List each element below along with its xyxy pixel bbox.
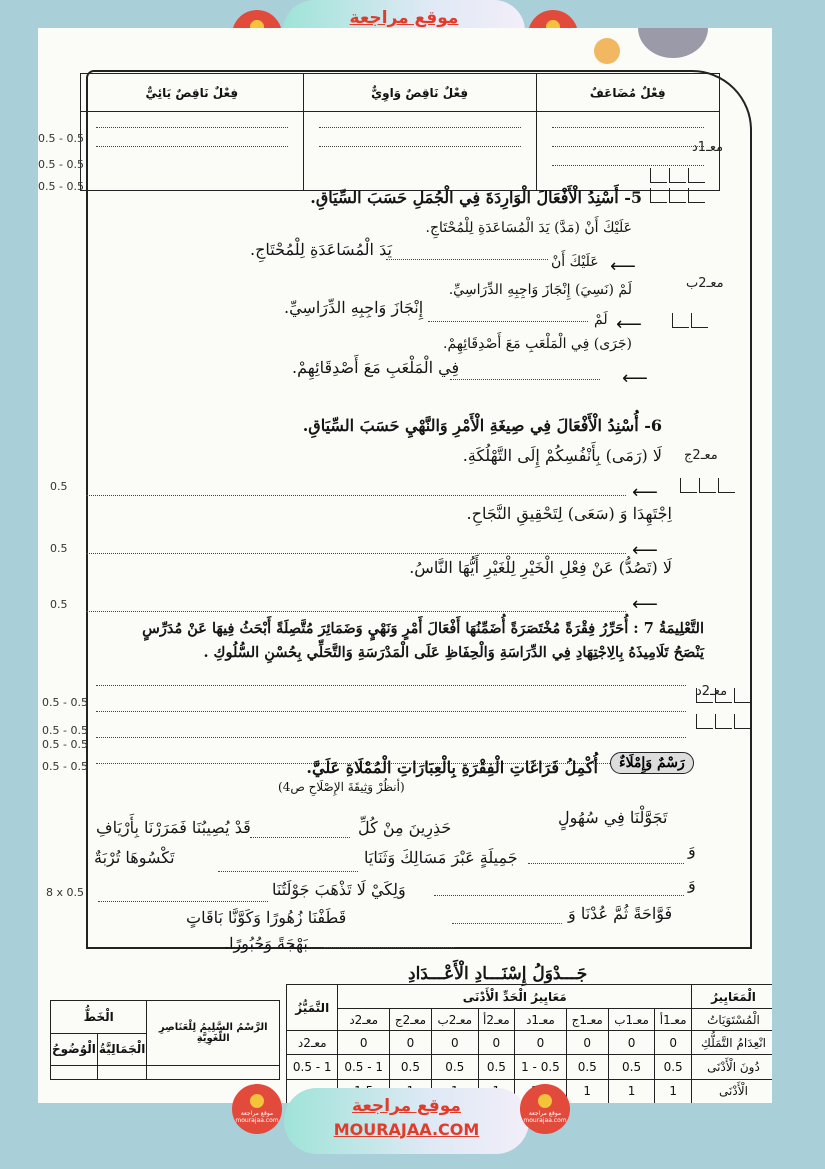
logo-badge: موقع مراجعة mourajaa.com [232,1084,282,1134]
verb-type-table [80,73,720,191]
table-cell: 0.5 [655,1055,692,1079]
grade-table [286,984,772,1103]
table-cell: 0.5 - 1 [287,1055,338,1079]
answer-blank[interactable] [96,736,686,738]
table-cell: 0.5 [389,1055,431,1079]
table-cell: 0.5 - 1 [338,1055,389,1079]
score-value: 0.5 [50,480,68,493]
table-cell: 1 [608,1079,655,1103]
exam-page [38,28,772,1103]
answer-blank[interactable] [86,552,626,554]
table-cell: 0 [478,1031,515,1055]
table-cell: 0 [608,1031,655,1055]
table-header: فِعْلٌ نَاقِصٌ وَاوِيٌّ [303,74,536,112]
score-boxes[interactable] [696,714,753,729]
answer-blank[interactable] [428,320,588,322]
score-value: 8 x 0.5 [46,886,84,899]
answer-blank[interactable] [450,378,600,380]
section-tag: رَسْمٌ وَإِمْلَاءٌ [610,752,694,774]
sentence: لَا (تَصُدُّ) عَنْ فِعْلِ الْخَيْرِ لِلْغَيْرِ أَيُّهَا النَّاسُ. [409,558,672,577]
sentence: لَا (رَمَى) بِأَنْفُسِكُمْ إِلَى التَّهْلُكَةِ. [462,446,662,465]
answer-blank[interactable] [86,610,626,612]
logo-icon [250,1094,264,1108]
table-cell: 0 [338,1031,389,1055]
dictation-blank[interactable] [218,870,358,872]
excellence-header: التَّمَيُّزُ [287,985,338,1031]
site-name-ar[interactable]: موقع مراجعة [352,1096,461,1116]
sentence: اِجْتَهِدَا وَ (سَعَى) لِتَحْقِيقِ النَّجَاحِ. [466,504,672,523]
arrow-left-icon: ⟵ [632,482,658,503]
arrow-left-icon: ⟵ [616,314,642,335]
table-cell: معـ2د [287,1031,338,1055]
dictation-text: قَطَفْنَا زُهُورًا وَكَوَّنَّا بَاقَاتٍ [186,908,347,927]
minimum-header: مَعَايِيرُ الْحَدِّ الْأَدْنَى [338,985,692,1009]
question-6-title: 6- أُسْنِدُ الْأَفْعَالَ فِي صِيغَةِ الْأَمْرِ وَالنَّهْيِ حَسَبَ السِّيَاقِ. [302,416,662,435]
dictation-text: تَجَوَّلْنَا فِي سُهُولٍ [558,808,668,827]
table-cell: 0 [389,1031,431,1055]
question-7-title: التَّعْلِيمَةُ 7 : أُحَرِّرُ فِقْرَةً مُخْتَصَرَةً أُضَمِّنُهَا أَفْعَالَ أَمْرٍ وَنَهْيٍ وَضَمَائِرَ مُتَّصِلَةً أَبْحَثُ فِيهَا عَنْ مُدَرِّسٍ [142,620,704,637]
col-header: معـ1ج [566,1009,608,1031]
dictation-blank[interactable] [528,862,684,864]
row-label: دُونَ الْأَدْنَى [691,1055,772,1079]
col-header: معـ1أ [655,1009,692,1031]
dictation-text: جَمِيلَةٍ عَبْرَ مَسَالِكَ وَثَنَايَا [364,848,518,867]
site-name-en[interactable]: MOURAJAA.COM [333,1120,480,1139]
score-value: 0.5 [50,598,68,611]
table-header: الْجَمَالِيَّةُ [97,1033,147,1066]
dictation-text: حَذِرِينَ مِنْ كُلِّ [358,818,452,837]
criterion-label: معـ1د [692,140,724,155]
answer-end: يَدَ الْمُسَاعَدَةِ لِلْمُحْتَاجِ. [250,240,392,259]
table-cell: 0.5 [478,1055,515,1079]
answer-blank[interactable] [96,684,686,686]
criterion-label: معـ2ج [684,448,718,463]
sentence: عَلَيْكَ أَنْ (مَدَّ) يَدَ الْمُسَاعَدَةِ لِلْمُحْتَاجِ. [425,220,632,236]
table-cell: 0 [432,1031,479,1055]
sentence: (جَرَى) فِي الْمَلْعَبِ مَعَ أَصْدِقَائِهِمْ. [443,336,632,352]
handwriting-table [50,1000,280,1080]
decoration-dot [594,38,620,64]
table-cell: 0 [655,1031,692,1055]
arrow-left-icon: ⟵ [610,256,636,277]
grade-table-title: جَـــدْوَلُ إِسْنَـــادِ الْأَعْـــدَادِ [408,964,588,984]
answer-start: عَلَيْكَ أَنْ [551,254,599,270]
dictation-blank[interactable] [434,894,684,896]
dictation-blank[interactable] [250,836,350,838]
sentence: لَمْ (نَسِيَ) إِنْجَازَ وَاجِبِهِ الدِّرَاسِيِّ. [448,282,632,298]
table-cell: 0 [515,1031,566,1055]
col-header: معـ2أ [478,1009,515,1031]
score-value: 0.5 - 0.5 [42,738,88,751]
row-label: انْعِدَامُ التَّمَلُّكِ [691,1031,772,1055]
col-header: معـ2د [338,1009,389,1031]
dictation-text: قَدْ يُصِيبُنَا فَمَرَرْنَا بِأَرْيَافِ [96,818,251,837]
answer-end: فِي الْمَلْعَبِ مَعَ أَصْدِقَائِهِمْ. [292,358,460,377]
dictation-text: وَلِكَيْ لَا تَذْهَبَ جَوْلَتُنَا [272,880,406,899]
table-cell: 0.5 [566,1055,608,1079]
dictation-text: تَكْسُوهَا تُرْبَةٌ [94,848,175,867]
score-value: 0.5 - 0.5 [38,132,84,145]
col-header: معـ1د [515,1009,566,1031]
logo-badge: موقع مراجعة mourajaa.com [520,1084,570,1134]
answer-blank[interactable] [386,258,548,260]
score-value: 0.5 - 0.5 [42,760,88,773]
arrow-left-icon: ⟵ [632,594,658,615]
col-header: معـ2ب [432,1009,479,1031]
dictation-blank[interactable] [324,946,454,948]
answer-start: لَمْ [594,312,608,328]
dictation-text: وَ [688,840,696,859]
levels-header: الْمُسْتَوَيَاتُ [691,1009,772,1031]
table-header: الْوُضُوحُ [51,1033,98,1066]
question-8-title: أُكْمِلُ فَرَاغَاتِ الْفِقْرَةِ بِالْعِبَارَاتِ الْمُمْلَاةِ عَلَيَّ. [306,758,598,777]
score-boxes[interactable] [650,188,707,203]
table-cell: 0 [566,1031,608,1055]
dictation-text: وَ [688,874,696,893]
score-value: 0.5 - 0.5 [42,724,88,737]
score-boxes[interactable] [650,168,707,183]
table-header: فِعْلٌ مُضَاعَفٌ [536,74,719,112]
table-cell: 1 [655,1079,692,1103]
decoration-dot [638,28,708,58]
arrow-left-icon: ⟵ [622,368,648,389]
dictation-blank[interactable] [452,922,562,924]
criterion-label: معـ2د [696,684,728,699]
score-value: 0.5 - 0.5 [38,158,84,171]
score-boxes[interactable] [696,688,753,703]
table-header: الرَّسْمُ السَّلِيمُ لِلْعَنَاصِرِ اللُّغَوِيَّةِ [147,1001,280,1066]
site-name-ar[interactable]: موقع مراجعة [349,8,459,28]
col-header: معـ1ب [608,1009,655,1031]
criteria-header: الْمَعَايِيرُ [691,985,772,1009]
score-value: 0.5 [50,542,68,555]
logo-icon [538,1094,552,1108]
table-cell: 0.5 [432,1055,479,1079]
row-label: الْأَدْنَى [691,1079,772,1103]
criterion-label: معـ2ب [686,276,724,291]
question-5-title: 5- أَسْنِدُ الْأَفْعَالَ الْوَارِدَةَ فِي الْجُمَلِ حَسَبَ السِّيَاقِ. [310,188,642,207]
score-value: 0.5 - 0.5 [42,696,88,709]
dictation-text: فَوَّاحَةً ثُمَّ عُدْنَا وَ [568,904,673,923]
table-header: الْخَطُّ [51,1001,147,1034]
answer-end: إِنْجَازَ وَاجِبِهِ الدِّرَاسِيِّ. [284,298,424,317]
table-header: فِعْلٌ نَاقِصٌ يَائِيٌّ [81,74,304,112]
score-boxes[interactable] [672,313,710,328]
col-header: معـ2ج [389,1009,431,1031]
answer-blank[interactable] [96,710,686,712]
table-cell: 1 [566,1079,608,1103]
answer-blank[interactable] [86,494,626,496]
site-banner-bottom[interactable] [284,1088,529,1154]
table-cell: 0.5 [608,1055,655,1079]
table-cell: 1 - 0.5 [515,1055,566,1079]
reference: (أنظُرْ وَثِيقَةَ الإِصْلَاحِ ص4) [278,780,405,794]
dictation-blank[interactable] [98,900,268,902]
score-boxes[interactable] [680,478,737,493]
question-7-body: يَنْصَحُ تَلَامِيذَهُ بِالِاجْتِهَادِ فِي الدِّرَاسَةِ وَالْحِفَاظِ عَلَى الْمَدْرَسَةِ وَالتَّحَلِّي بِحُسْنِ السُّلُوكِ . [203,644,704,661]
score-value: 0.5 - 0.5 [38,180,84,193]
dictation-text: بَهْجَةً وَحُبُورًا. [224,934,308,953]
arrow-left-icon: ⟵ [632,540,658,561]
